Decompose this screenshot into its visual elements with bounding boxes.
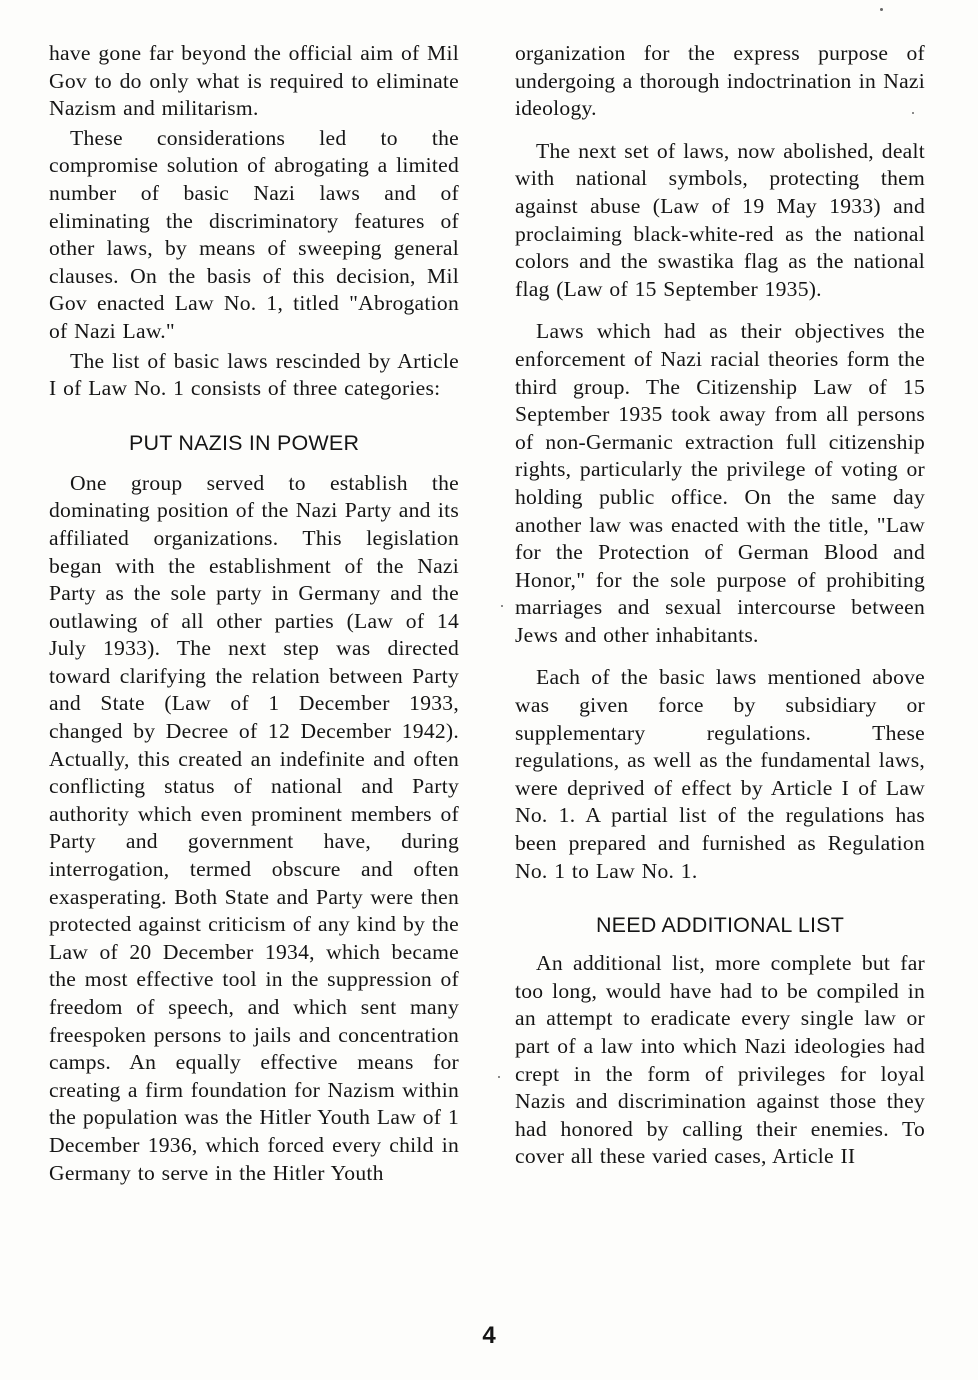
left-column [49, 40, 459, 1187]
right-column [515, 40, 925, 1171]
print-speck [912, 112, 914, 114]
right-paragraph-1: organization for the express purpose of undergoing a thorough indoctrination in Nazi ideology. [515, 41, 925, 121]
left-paragraph-1: have gone far beyond the official aim of Mil Gov to do only what is required to eliminate Nazism and militarism. [49, 41, 459, 121]
right-paragraph-4: Each of the basic laws mentioned above was given force by subsidiary or supplementary regulations. These regulations, as well as the fundamental laws, were deprived of effect by Article I of Law No. 1. A partial list of the regulations has been prepared and furnished as Regulation No. 1 to Law No. 1. [515, 665, 925, 883]
section-heading-put-nazis-in-power: PUT NAZIS IN POWER [129, 430, 360, 455]
page-number: 4 [482, 1322, 496, 1349]
right-paragraph-5: An additional list, more complete but far too long, would have had to be compiled in an attempt to eradicate every single law or part of a law into which Nazi ideologies had crept in the form of privileges for loyal Nazis and discrimination against those they had honored by calling their enemies. To cover all these varied cases, Article II [515, 951, 925, 1169]
right-paragraph-3: Laws which had as their objectives the enforcement of Nazi racial theories form the third group. The Citizenship Law of 15 September 1935 took away from all persons of non-Germanic extraction full citizenship rights, particularly the privilege of voting or holding public office. On the same day another law was enacted with the title, "Law for the Protection of German Blood and Honor," for the sole purpose of prohibiting marriages and sexual intercourse between Jews and other inhabitants. [515, 319, 925, 647]
left-paragraph-2: These considerations led to the compromise solution of abrogating a limited number of basic Nazi laws and of eliminating the discriminatory features of other laws, by means of sweeping general clauses. On the basis of this decision, Mil Gov enacted Law No. 1, titled "Abrogation of Nazi Law." [49, 125, 459, 343]
print-speck [498, 1076, 500, 1078]
print-speck [880, 8, 883, 11]
left-paragraph-4: One group served to establish the dominating position of the Nazi Party and its affiliated organizations. This legislation began with the establishment of the Nazi Party as the sole party in Germany and the outlawing of all other parties (Law of 14 July 1933). The next step was directed toward clarifying the relation between Party and State (Law of 1 December 1933, changed by Decree of 12 December 1942). Actually, this created an indefinite and often conflicting status of national and Party authority which even prominent members of Party and government have, during interrogation, termed obscure and often exasperating. Both State and Party were then protected against criticism of any kind by the Law of 20 December 1934, which became the most effective tool in the suppression of freedom of speech, and which sent many freespoken persons to jails and concentration camps. An equally effective means for creating a firm foundation for Nazism within the population was the Hitler Youth Law of 1 December 1936, which forced every child in Germany to serve in the Hitler Youth [49, 470, 459, 1185]
right-paragraph-2: The next set of laws, now abolished, dealt with national symbols, protecting them against abuse (Law of 19 May 1933) and proclaiming black-white-red as the national colors and the swastika flag as the national flag (Law of 15 September 1935). [515, 138, 925, 301]
left-paragraph-3: The list of basic laws rescinded by Article I of Law No. 1 consists of three categories: [49, 348, 459, 401]
section-heading-need-additional-list: NEED ADDITIONAL LIST [595, 913, 845, 938]
print-speck [501, 605, 503, 607]
